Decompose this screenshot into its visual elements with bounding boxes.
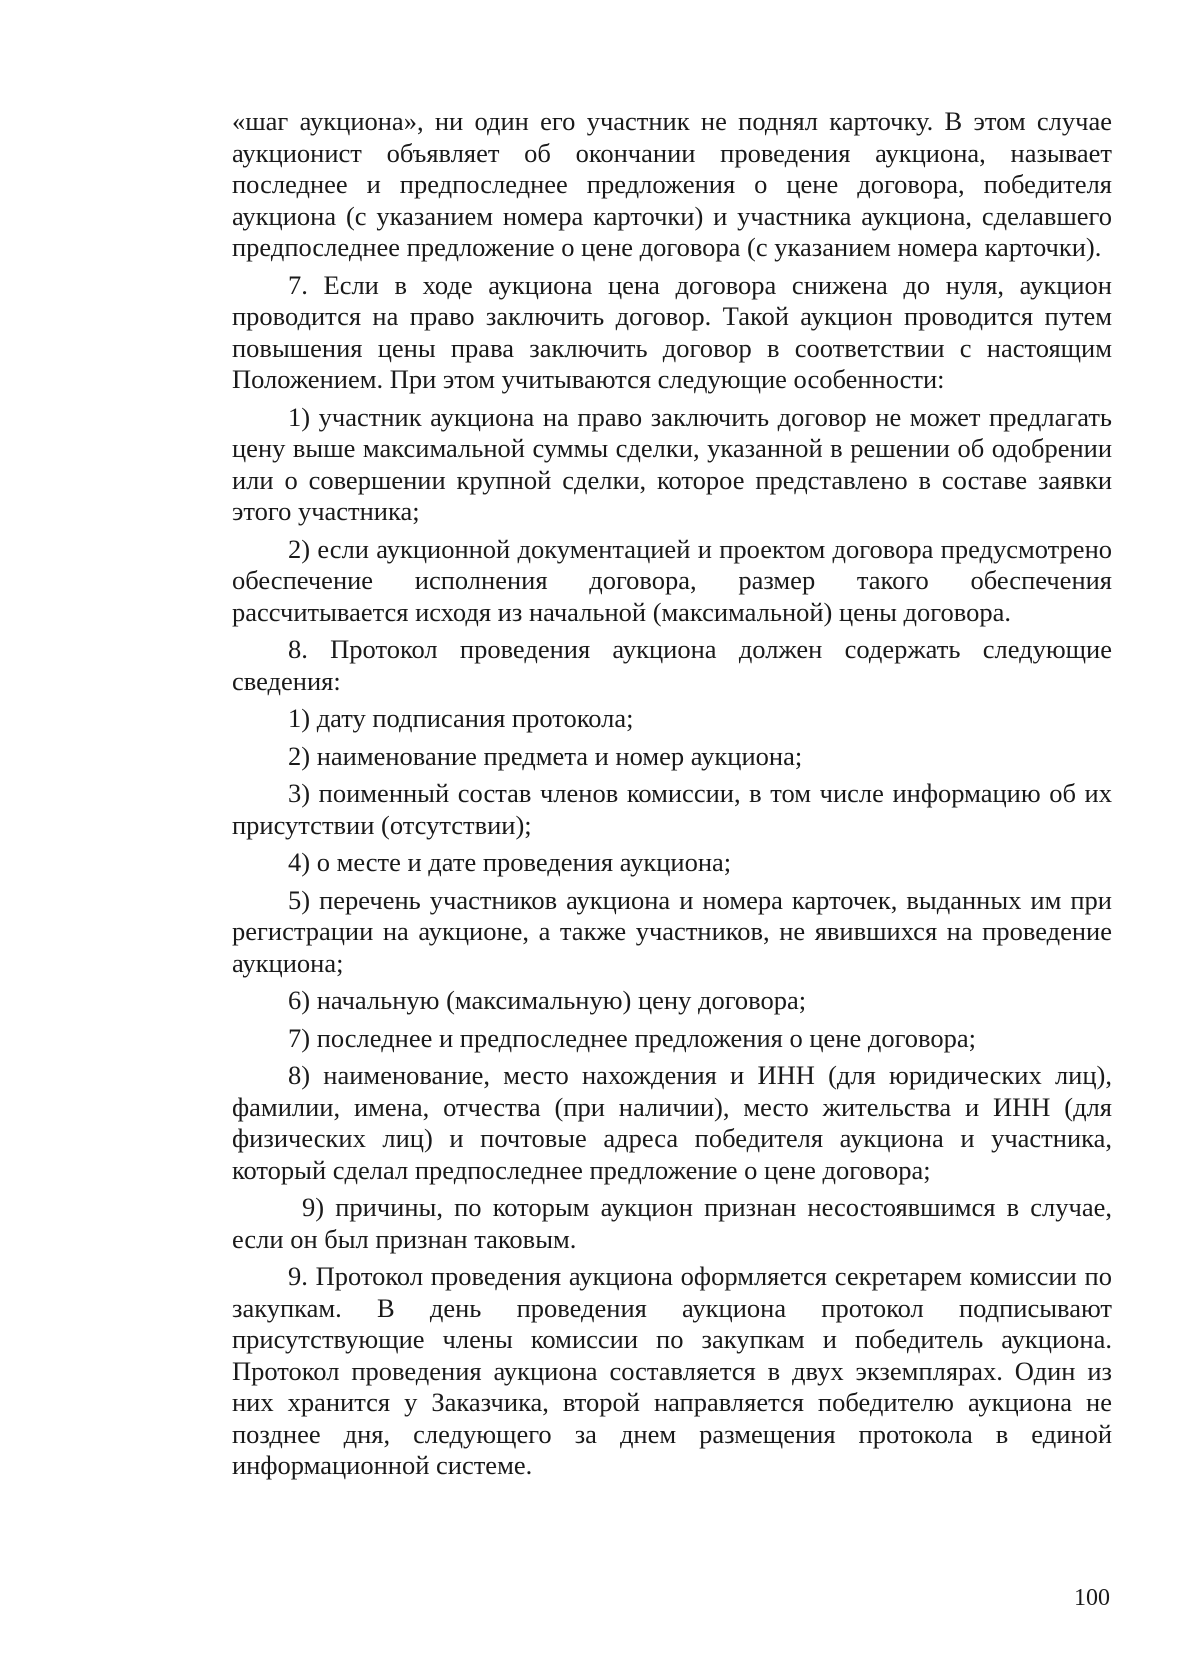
- paragraph-clause-8-item-9: 9) причины, по которым аукцион признан несостоявшимся в случае, если он был признан таковым.: [232, 1192, 1112, 1254]
- paragraph-clause-8-item-3: 3) поименный состав членов комиссии, в том числе информацию об их присутствии (отсутствии);: [232, 778, 1112, 840]
- paragraph-clause-8-item-1: 1) дату подписания протокола;: [288, 703, 634, 733]
- paragraph-clause-7-item-1: 1) участник аукциона на право заключить договор не может предлагать цену выше максимальной суммы сделки, указанной в решении об одобрении или о совершении крупной сделки, которое представлено в составе заявки этого участника;: [232, 401, 1112, 526]
- paragraph-continuation: «шаг аукциона», ни один его участник не поднял карточку. В этом случае аукционист объявляет об окончании проведения аукциона, называет последнее и предпоследнее предложения о цене договора, победителя аукциона (с указанием номера карточки) и участника аукциона, сделавшего предпоследнее предложение о цене договора (с указанием номера карточки).: [232, 106, 1112, 262]
- paragraph-clause-9: 9. Протокол проведения аукциона оформляется секретарем комиссии по закупкам. В день проведения аукциона протокол подписывают присутствующие члены комиссии по закупкам и победитель аукциона. Протокол проведения аукциона составляется в двух экземплярах. Один из них хранится у Заказчика, второй направляется победителю аукциона не позднее дня, следующего за днем размещения протокола в единой информационной системе.: [232, 1261, 1112, 1480]
- paragraph-clause-8-item-4: 4) о месте и дате проведения аукциона;: [288, 847, 732, 877]
- paragraph-clause-8-item-7: 7) последнее и предпоследнее предложения о цене договора;: [288, 1022, 977, 1053]
- paragraph-clause-8-item-6: 6) начальную (максимальную) цену договора;: [288, 985, 807, 1015]
- page-number: 100: [1074, 1585, 1110, 1611]
- paragraph-clause-8-item-2: 2) наименование предмета и номер аукциона;: [288, 740, 803, 771]
- paragraph-clause-8-item-5: 5) перечень участников аукциона и номера карточек, выданных им при регистрации на аукционе, а также участников, не явившихся на проведение аукциона;: [232, 884, 1112, 978]
- document-body: [232, 106, 1112, 1488]
- paragraph-clause-8: 8. Протокол проведения аукциона должен содержать следующие сведения:: [232, 634, 1112, 696]
- paragraph-clause-8-item-8: 8) наименование, место нахождения и ИНН (для юридических лиц), фамилии, имена, отчества (при наличии), место жительства и ИНН (для физических лиц) и почтовые адреса победителя аукциона и участника, который сделал предпоследнее предложение о цене договора;: [232, 1060, 1112, 1185]
- paragraph-clause-7: 7. Если в ходе аукциона цена договора снижена до нуля, аукцион проводится на право заключить договор. Такой аукцион проводится путем повышения цены права заключить договор в соответствии с настоящим Положением. При этом учитываются следующие особенности:: [232, 269, 1112, 394]
- paragraph-clause-7-item-2: 2) если аукционной документацией и проектом договора предусмотрено обеспечение исполнения договора, размер такого обеспечения рассчитывается исходя из начальной (максимальной) цены договора.: [232, 533, 1112, 627]
